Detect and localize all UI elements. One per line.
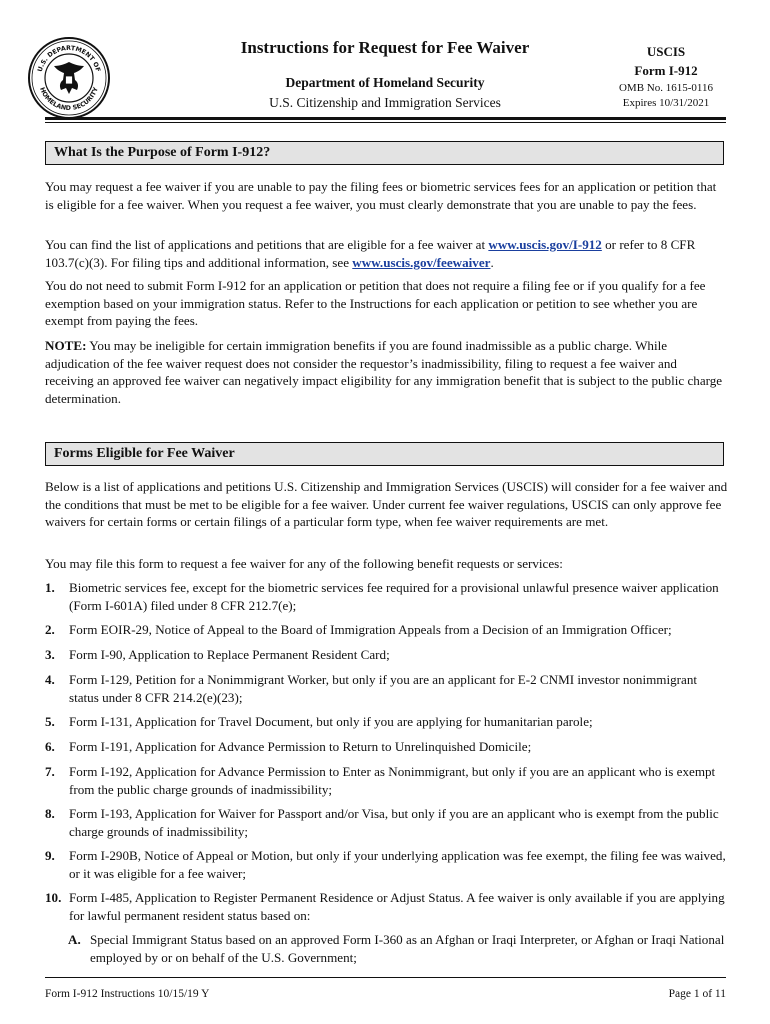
- purpose-paragraph-3: You do not need to submit Form I-912 for an application or petition that does not require a filing fee or if you qualify for a fee exemption based on your immigration status. Refer to the Instructions for each application or petition to see whether you are exempt from paying the fees.: [45, 278, 706, 328]
- note-label: NOTE:: [45, 338, 87, 353]
- paragraph-text: .: [490, 254, 494, 270]
- list-item-text: Form I-191, Application for Advance Permission to Return to Unrelinquished Domicile;: [69, 739, 532, 754]
- list-item-text: Form I-192, Application for Advance Permission to Enter as Nonimmigrant, but only if you are an applicant who is exempt from the public charge grounds of inadmissibility;: [69, 764, 716, 797]
- list-item: [45, 847, 728, 882]
- list-item: [45, 738, 728, 756]
- list-item-text: Biometric services fee, except for the biometric services fee required for a provisional unlawful presence waiver application (Form I-601A) filed under 8 CFR 212.7(e);: [69, 580, 719, 613]
- agency-name: U.S. Citizenship and Immigration Services: [269, 95, 501, 110]
- paragraph-text: or refer to 8 CFR 103.7(c)(3). For filing tips and additional information, see: [45, 237, 696, 270]
- list-item-text: Form EOIR-29, Notice of Appeal to the Board of Immigration Appeals from a Decision of an Immigration Officer;: [69, 622, 672, 637]
- footer-form-edition: Form I-912 Instructions 10/15/19 Y: [45, 988, 210, 1000]
- list-item: [45, 805, 728, 840]
- section-heading-eligible-forms: [45, 442, 724, 466]
- list-item-text: Form I-485, Application to Register Permanent Residence or Adjust Status. A fee waiver is only available if you are applying for lawful permanent resident status based on:: [69, 890, 725, 923]
- header-title-block: [170, 38, 600, 111]
- page-title: Instructions for Request for Fee Waiver: [240, 38, 530, 57]
- note-paragraph: [45, 337, 728, 407]
- list-item-number: 8.: [45, 806, 55, 821]
- list-item-number: 7.: [45, 764, 55, 779]
- form-number: Form I-912: [634, 63, 698, 78]
- link-uscis-i912[interactable]: www.uscis.gov/I-912: [488, 237, 602, 252]
- expiration-date: Expires 10/31/2021: [622, 97, 710, 109]
- list-item-number: 1.: [45, 580, 55, 595]
- list-item-text: Form I-90, Application to Replace Permanent Resident Card;: [69, 647, 390, 662]
- department-name: Department of Homeland Security: [285, 75, 485, 90]
- section-heading-text: What Is the Purpose of Form I-912?: [54, 145, 271, 160]
- sub-list-item-letter: A.: [68, 932, 81, 947]
- list-item: [45, 621, 728, 639]
- eligible-paragraph-2: You may file this form to request a fee waiver for any of the following benefit requests or services:: [45, 556, 563, 571]
- seal-text-bottom: HOMELAND SECURITY: [38, 86, 100, 113]
- list-item-number: 2.: [45, 622, 55, 637]
- list-item-number: 6.: [45, 739, 55, 754]
- note-text: You may be ineligible for certain immigration benefits if you are found inadmissible as a public charge. While adjudication of the fee waiver request does not consider the requestor’s inadmissibility, filing to request a fee waiver and receiving an approved fee waiver can negatively impact eligibility for any immigration benefit that is subject to the public charge determination.: [45, 338, 723, 406]
- sub-list-item: [68, 931, 728, 966]
- seal-text-top: U.S. DEPARTMENT OF: [36, 44, 102, 73]
- purpose-paragraph-1: You may request a fee waiver if you are unable to pay the filing fees or biometric services fees for an application or petition that is eligible for a fee waiver. When you request a fee waiver, you must clearly demonstrate that you are unable to pay the fees.: [45, 179, 717, 212]
- list-item: [45, 713, 728, 731]
- header-rule-thin: [45, 122, 726, 123]
- dhs-seal-icon: [27, 36, 111, 120]
- list-item: [45, 763, 728, 798]
- purpose-paragraph-2: [45, 236, 728, 271]
- list-item-number: 9.: [45, 848, 55, 863]
- section-heading-text: Forms Eligible for Fee Waiver: [54, 446, 235, 461]
- paragraph-text: You can find the list of applications and petitions that are eligible for a fee waiver at: [45, 237, 489, 252]
- list-item-number: 5.: [45, 714, 55, 729]
- footer-rule: [45, 977, 726, 978]
- list-item-text: Form I-193, Application for Waiver for Passport and/or Visa, but only if you are an applicant who is exempt from the public charge grounds of inadmissibility;: [69, 806, 719, 839]
- list-item-text: Form I-290B, Notice of Appeal or Motion, but only if your underlying application was fee exempt, the filing fee was waived, or it was eligible for a fee waiver;: [69, 848, 726, 881]
- form-meta: [606, 44, 726, 109]
- list-item: [45, 579, 728, 614]
- header-rule-thick: [45, 117, 726, 120]
- list-item-text: Form I-129, Petition for a Nonimmigrant Worker, but only if you are an applicant for E-2 CNMI investor nonimmigrant status under 8 CFR 214.2(e)(23);: [69, 672, 698, 705]
- agency-abbr: USCIS: [646, 44, 686, 59]
- list-item-text: Form I-131, Application for Travel Document, but only if you are applying for humanitarian parole;: [69, 714, 593, 729]
- list-item: [45, 889, 728, 924]
- list-item: [45, 671, 728, 706]
- list-item-number: 4.: [45, 672, 55, 687]
- eligible-paragraph-1: Below is a list of applications and petitions U.S. Citizenship and Immigration Services (USCIS) will consider for a fee waiver and the conditions that must be met to be eligible for a fee waiver. Under current fee waiver regulations, USCIS can only approve fee waivers for certain forms or certain filings of a particular form type, when fee waiver requirements are met.: [45, 479, 728, 529]
- link-uscis-feewaiver[interactable]: www.uscis.gov/feewaiver: [352, 254, 491, 270]
- omb-number: OMB No. 1615-0116: [618, 82, 713, 94]
- list-item-number: 10.: [45, 890, 62, 905]
- list-item-number: 3.: [45, 647, 55, 662]
- list-item: [45, 646, 728, 664]
- sub-list-item-text: Special Immigrant Status based on an approved Form I-360 as an Afghan or Iraqi Interpreter, or Afghan or Iraqi National employed by or on behalf of the U.S. Government;: [90, 932, 725, 965]
- section-heading-purpose: [45, 141, 724, 165]
- footer-page-number: Page 1 of 11: [668, 988, 726, 1000]
